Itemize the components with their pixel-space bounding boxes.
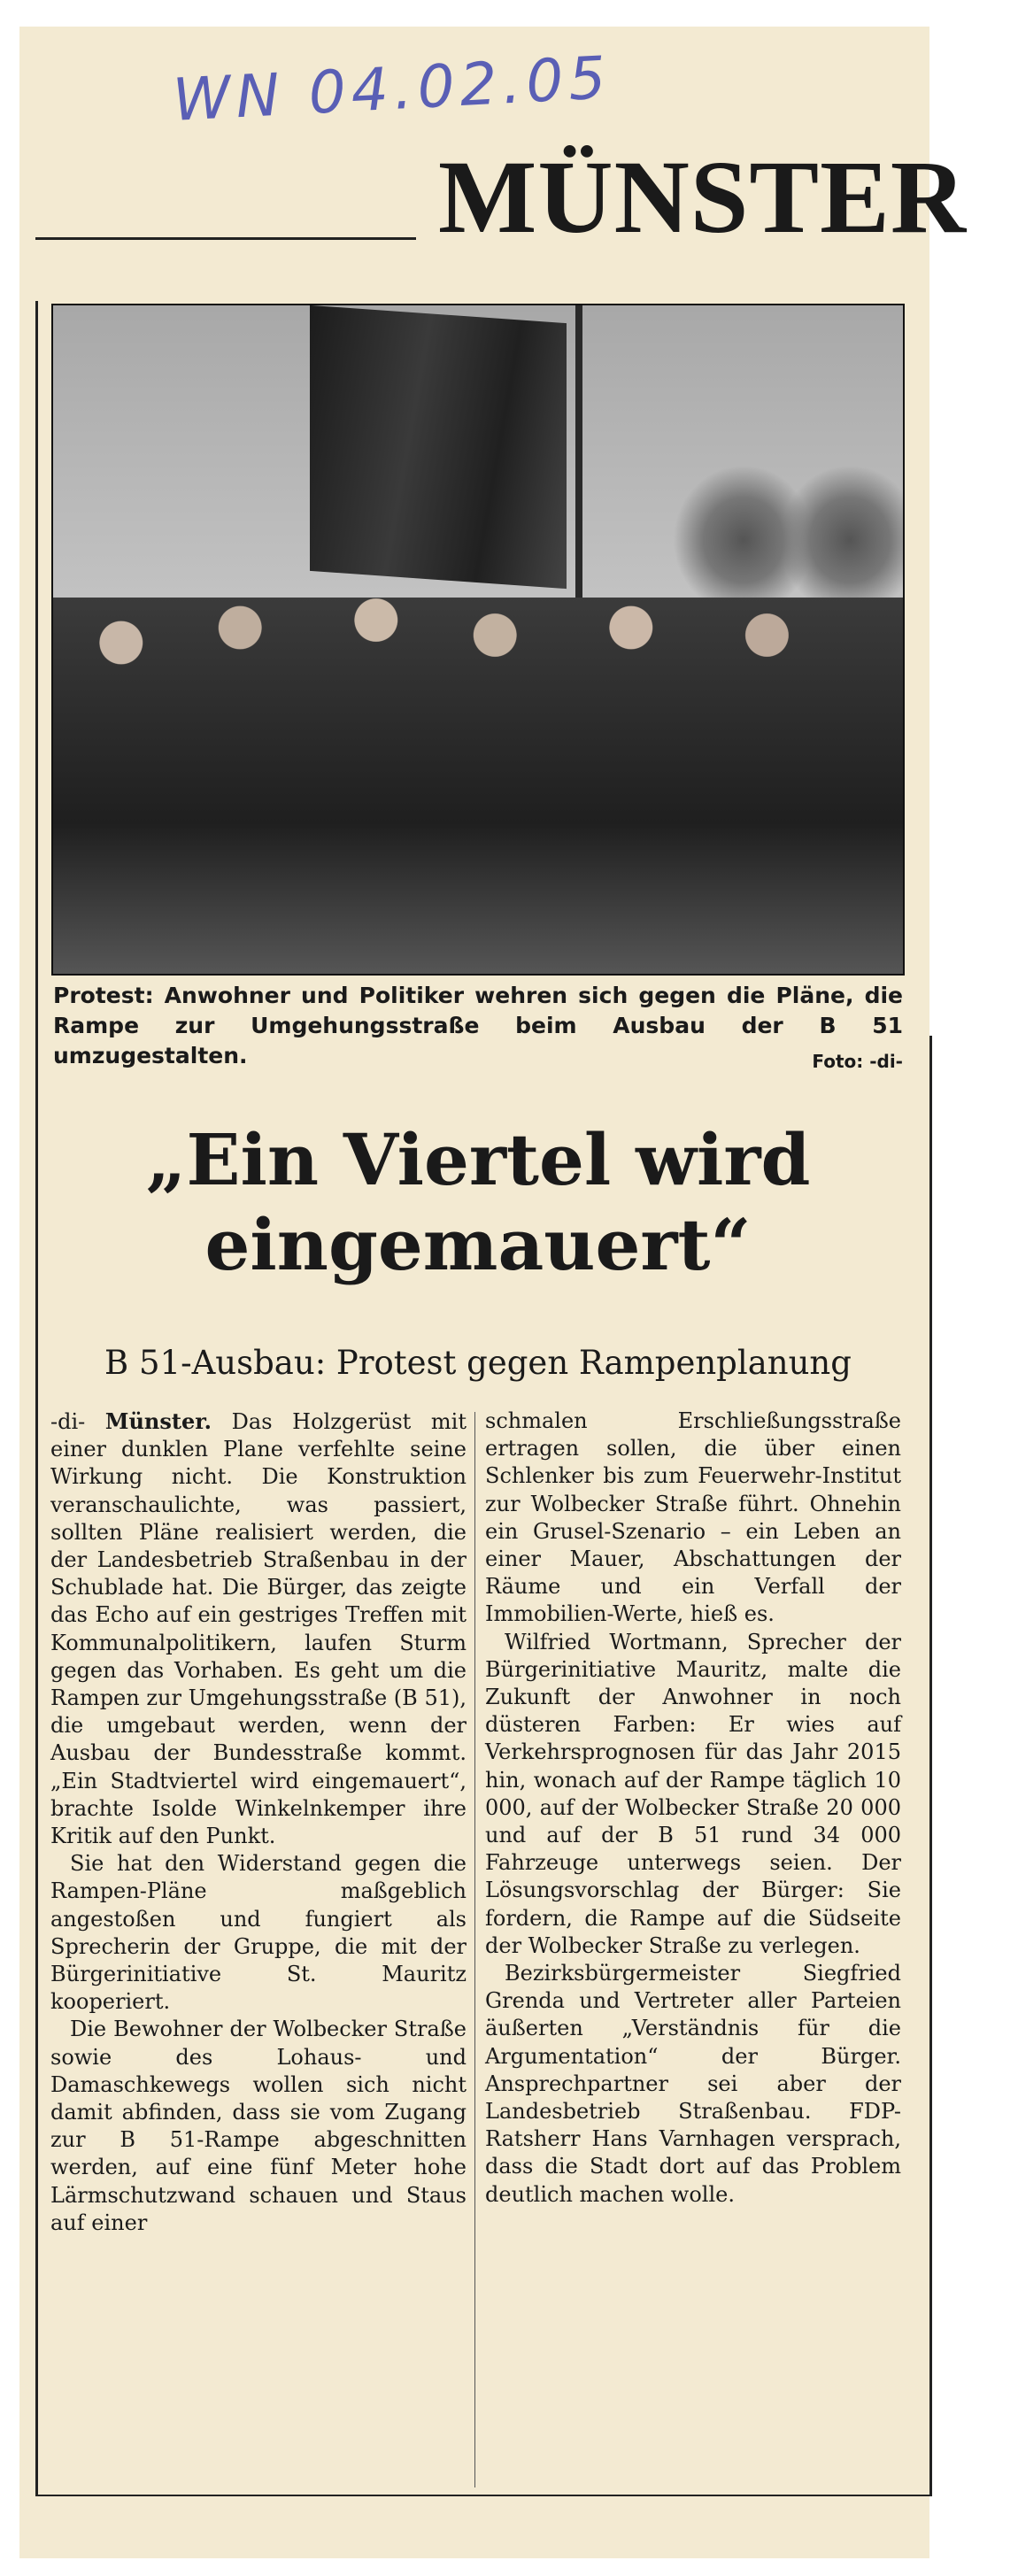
photo-caption (53, 981, 903, 1076)
bottom-rule (35, 2495, 932, 2496)
article-column-left (50, 1408, 467, 2237)
photo-crowd (53, 598, 903, 974)
article-headline: „Ein Viertel wird eingemauert“ (145, 1118, 811, 1286)
article-column-right (485, 1408, 901, 2209)
dateline-place: Münster. (104, 1408, 212, 1434)
paragraph-text: Das Holzgerüst mit einer dunklen Plane verfehlte seine Wirkung nicht. Die Konstruktion veranschaulichte, was passiert, sollten Pläne realisiert werden, die der Landesbetrieb Straßenbau in der Schublade hat. Die Bürger, das zeigte das Echo auf ein gestriges Treffen mit Kommunalpolitikern, laufen Sturm gegen das Vorhaben. Es geht um die Rampen zur Umgehungsstraße (B 51), die umgebaut werden, wenn der Ausbau der Bundesstraße kommt. „Ein Stadtviertel wird eingemauert“, brachte Isolde Winkelnkemper ihre Kritik auf den Punkt. (50, 1409, 467, 1849)
photo-scaffold-banner (310, 305, 567, 589)
section-title: MÜNSTER (438, 139, 968, 255)
article-subhead: B 51-Ausbau: Protest gegen Rampenplanung (104, 1344, 852, 1382)
article-paragraph: Die Bewohner der Wolbecker Straße sowie des Lohaus- und Damaschkewegs wollen sich nicht damit abfinden, dass sie vom Zugang zur B 51-Rampe abgeschnitten werden, auf eine fünf Meter hohe Lärmschutzwand schauen und Staus auf einer (50, 2017, 467, 2235)
photo-pole (575, 305, 582, 624)
article-paragraph: Sie hat den Widerstand gegen die Rampen-Pläne maßgeblich angestoßen und fungiert als Sprecherin der Gruppe, die mit der Bürgerinitiative St. Mauritz kooperiert. (50, 1851, 467, 2015)
article-paragraph: Wilfried Wortmann, Sprecher der Bürgerinitiative Mauritz, malte die Zukunft der Anwohner in noch düsteren Farben: Er wies auf Verkehrsprognosen für das Jahr 2015 hin, wonach auf der Rampe täglich 10 000, auf der Wolbecker Straße 20 000 und auf der B 51 rund 34 000 Fahrzeuge unterwegs seien. Der Lösungsvorschlag der Bürger: Sie fordern, die Rampe auf die Südseite der Wolbecker Straße zu verlegen. (485, 1629, 901, 1958)
photo-tree (779, 465, 905, 615)
article-paragraph: Bezirksbürgermeister Siegfried Grenda und Vertreter aller Parteien äußerten „Verständnis für die Argumentation“ der Bürger. Ansprechpartner sei aber der Landesbetrieb Straßenbau. FDP-Ratsherr Hans Varnhagen versprach, dass die Stadt dort auf das Problem deutlich machen wolle. (485, 1961, 901, 2207)
photo-credit: Foto: -di- (812, 1051, 903, 1072)
left-column-rule (35, 301, 38, 2496)
article-paragraph (50, 1408, 467, 1850)
column-divider (474, 1412, 475, 2487)
dateline-prefix: -di- (50, 1409, 86, 1434)
protest-photo (51, 304, 905, 976)
photo-caption-text: Protest: Anwohner und Politiker wehren sich gegen die Pläne, die Rampe zur Umgehungsstraße beim Ausbau der B 51 umzugestalten. (53, 983, 903, 1068)
handwritten-date-stamp: WN 04.02.05 (171, 43, 613, 135)
right-column-rule (929, 1036, 932, 2496)
section-rule (35, 237, 416, 240)
article-paragraph: schmalen Erschließungsstraße ertragen sollen, die über einen Schlenker bis zum Feuerwehr-Institut zur Wolbecker Straße führt. Ohnehin ein Grusel-Szenario – ein Leben an einer Mauer, Abschattungen der Räume und ein Verfall der Immobilien-Werte, hieß es. (485, 1408, 901, 1627)
